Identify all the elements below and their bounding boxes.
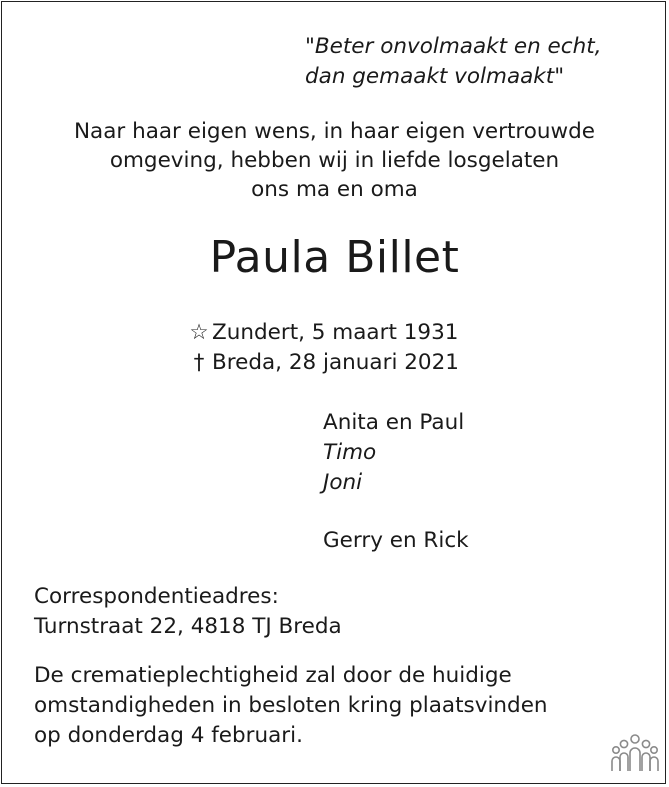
life-dates xyxy=(186,318,459,378)
motto-quote xyxy=(305,32,645,92)
intro-line-3: ons ma en oma xyxy=(251,177,418,202)
correspondence-block xyxy=(34,582,342,642)
people-group-icon xyxy=(611,733,659,773)
motto-line-1: "Beter onvolmaakt en echt, xyxy=(305,34,602,59)
family-line-1: Anita en Paul xyxy=(323,410,465,435)
family-list xyxy=(323,408,469,556)
intro-text xyxy=(0,117,669,204)
family-line-2: Timo xyxy=(323,440,377,465)
deceased-name: Paula Billet xyxy=(209,232,460,283)
correspondence-label: Correspondentieadres: xyxy=(34,584,279,609)
intro-line-2: omgeving, hebben wij in liefde losgelaten xyxy=(109,148,560,173)
death-text: Breda, 28 januari 2021 xyxy=(212,350,459,375)
ceremony-line-1: De crematieplechtigheid zal door de huidige xyxy=(34,663,512,688)
birth-row xyxy=(186,318,459,348)
death-row xyxy=(186,348,459,378)
family-line-3: Joni xyxy=(323,470,363,495)
intro-line-1: Naar haar eigen wens, in haar eigen vertrouwde xyxy=(73,119,596,144)
ceremony-notice xyxy=(34,661,548,751)
motto-line-2: dan gemaakt volmaakt" xyxy=(305,64,565,89)
ceremony-line-2: omstandigheden in besloten kring plaatsvinden xyxy=(34,693,548,718)
family-line-4: Gerry en Rick xyxy=(323,528,469,553)
correspondence-address: Turnstraat 22, 4818 TJ Breda xyxy=(34,614,342,639)
star-icon: ☆ xyxy=(189,320,209,345)
ceremony-line-3: op donderdag 4 februari. xyxy=(34,723,303,748)
birth-text: Zundert, 5 maart 1931 xyxy=(212,320,459,345)
cross-icon: † xyxy=(193,350,205,375)
